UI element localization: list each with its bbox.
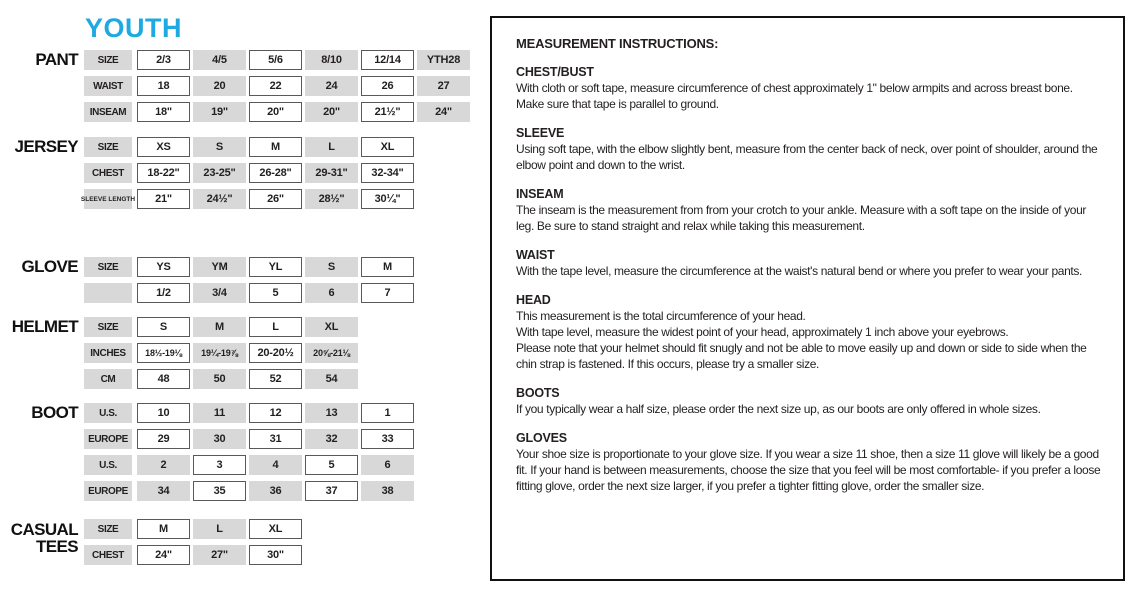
- size-cell: 6: [361, 455, 414, 475]
- instruction-heading: HEAD: [516, 293, 551, 307]
- size-cell: 31: [249, 429, 302, 449]
- size-cell: 11: [193, 403, 246, 423]
- size-cell: 8/10: [305, 50, 358, 70]
- chart-row: [84, 481, 417, 501]
- instruction-text: Make sure that tape is parallel to ground.: [516, 97, 719, 111]
- size-cell: 24": [417, 102, 470, 122]
- row-label: [84, 283, 132, 303]
- size-cell: 21": [137, 189, 190, 209]
- size-cell: 5: [249, 283, 302, 303]
- instruction-heading: SLEEVE: [516, 126, 565, 140]
- section-helmet: [0, 317, 361, 395]
- size-cell: S: [305, 257, 358, 277]
- size-cell: 12: [249, 403, 302, 423]
- size-cell: 5: [305, 455, 358, 475]
- size-cell: 20⅝-21⅛: [305, 343, 358, 363]
- size-cell: 22: [249, 76, 302, 96]
- size-cell: 20": [305, 102, 358, 122]
- section-jersey: [0, 137, 417, 215]
- instructions-list: [516, 64, 1101, 494]
- section-glove: [0, 257, 417, 309]
- size-cell: 18-22": [137, 163, 190, 183]
- size-cell: XS: [137, 137, 190, 157]
- chart-row: [84, 429, 417, 449]
- size-cell: 23-25": [193, 163, 246, 183]
- instruction-text: The inseam is the measurement from from your crotch to your ankle. Measure with a soft tape on the inside of your leg. Be sure to stand straight and relax while taking this measurement.: [516, 203, 1087, 233]
- row-label: CHEST: [84, 545, 132, 565]
- instruction-heading: BOOTS: [516, 386, 560, 400]
- size-cell: 30": [249, 545, 302, 565]
- instruction-block: [516, 385, 1101, 417]
- size-cell: 7: [361, 283, 414, 303]
- measurement-instructions-panel: [490, 16, 1125, 581]
- chart-row: [84, 50, 473, 70]
- size-cell: YTH28: [417, 50, 470, 70]
- size-cell: XL: [305, 317, 358, 337]
- instruction-heading: WAIST: [516, 248, 555, 262]
- size-cell: YM: [193, 257, 246, 277]
- size-cell: 50: [193, 369, 246, 389]
- instruction-text: Please note that your helmet should fit snugly and not be able to move easily up and down or side to side when the chin strap is fastened. If this occurs, please try a smaller size.: [516, 341, 1087, 371]
- size-cell: 5/6: [249, 50, 302, 70]
- section-pant: [0, 50, 473, 128]
- chart-row: [84, 317, 361, 337]
- size-cell: 1: [361, 403, 414, 423]
- size-cell: 4: [249, 455, 302, 475]
- chart-row: [84, 455, 417, 475]
- instruction-block: [516, 186, 1101, 234]
- size-cell: 3: [193, 455, 246, 475]
- chart-row: [84, 545, 305, 565]
- size-cell: 18": [137, 102, 190, 122]
- chart-row: [84, 102, 473, 122]
- size-cell: 24½": [193, 189, 246, 209]
- size-cell: 4/5: [193, 50, 246, 70]
- size-cell: 48: [137, 369, 190, 389]
- size-cell: XL: [361, 137, 414, 157]
- size-cell: 3/4: [193, 283, 246, 303]
- size-cell: XL: [249, 519, 302, 539]
- row-label: INSEAM: [84, 102, 132, 122]
- chart-row: [84, 283, 417, 303]
- size-cell: 36: [249, 481, 302, 501]
- size-cell: 20: [193, 76, 246, 96]
- size-cell: M: [137, 519, 190, 539]
- size-cell: M: [193, 317, 246, 337]
- section-title-casual-tees: CASUAL TEES: [10, 520, 78, 556]
- chart-row: [84, 403, 417, 423]
- instruction-block: [516, 247, 1101, 279]
- size-cell: 34: [137, 481, 190, 501]
- size-cell: 21½": [361, 102, 414, 122]
- size-cell: 13: [305, 403, 358, 423]
- chart-row: [84, 519, 305, 539]
- size-cell: 24": [137, 545, 190, 565]
- size-cell: L: [249, 317, 302, 337]
- page-title: YOUTH: [85, 13, 182, 43]
- size-cell: L: [193, 519, 246, 539]
- size-cell: 37: [305, 481, 358, 501]
- size-cell: 29: [137, 429, 190, 449]
- chart-row: [84, 343, 361, 363]
- instruction-text: This measurement is the total circumference of your head.: [516, 309, 806, 323]
- row-label: SIZE: [84, 137, 132, 157]
- size-cell: 20": [249, 102, 302, 122]
- row-label: SIZE: [84, 257, 132, 277]
- size-cell: M: [361, 257, 414, 277]
- size-cell: 19¼-19⅞: [193, 343, 246, 363]
- size-cell: 10: [137, 403, 190, 423]
- size-cell: 30¼": [361, 189, 414, 209]
- instruction-text: With cloth or soft tape, measure circumference of chest approximately 1" below armpits and across breast bone.: [516, 81, 1073, 95]
- instruction-text: With the tape level, measure the circumference at the waist's natural bend or where you prefer to wear your pants.: [516, 264, 1083, 278]
- chart-row: [84, 137, 417, 157]
- instruction-heading: CHEST/BUST: [516, 65, 594, 79]
- size-cell: 19": [193, 102, 246, 122]
- instruction-text: With tape level, measure the widest point of your head, approximately 1 inch above your eyebrows.: [516, 325, 1009, 339]
- size-cell: 2: [137, 455, 190, 475]
- instruction-block: [516, 64, 1101, 112]
- size-cell: 18: [137, 76, 190, 96]
- size-cell: 12/14: [361, 50, 414, 70]
- size-cell: 29-31": [305, 163, 358, 183]
- size-cell: 1/2: [137, 283, 190, 303]
- instruction-text: Your shoe size is proportionate to your glove size. If you wear a size 11 shoe, then a size 11 glove will likely be a good fit. If your hand is between measurements, choose the size that you feel will be most comfortable- if you prefer a loose fitting glove, order the next size larger, if you prefer a tighter fitting glove, order the smaller size.: [516, 447, 1101, 493]
- row-label: SIZE: [84, 519, 132, 539]
- row-label: SLEEVE LENGTH: [84, 189, 132, 209]
- row-label: EUROPE: [84, 429, 132, 449]
- size-cell: 20-20½: [249, 343, 302, 363]
- size-cell: 18½-19⅛: [137, 343, 190, 363]
- row-label: U.S.: [84, 455, 132, 475]
- size-cell: 54: [305, 369, 358, 389]
- chart-row: [84, 163, 417, 183]
- size-cell: 32: [305, 429, 358, 449]
- chart-row: [80, 189, 417, 209]
- row-label: CM: [84, 369, 132, 389]
- instruction-block: [516, 430, 1101, 494]
- size-cell: 32-34": [361, 163, 414, 183]
- section-boot: [0, 403, 417, 507]
- size-cell: 33: [361, 429, 414, 449]
- size-cell: 26: [361, 76, 414, 96]
- row-label: U.S.: [84, 403, 132, 423]
- instruction-text: If you typically wear a half size, please order the next size up, as our boots are only offered in whole sizes.: [516, 402, 1041, 416]
- size-cell: 6: [305, 283, 358, 303]
- section-title-pant: PANT: [35, 50, 78, 69]
- chart-row: [84, 369, 361, 389]
- instructions-title: MEASUREMENT INSTRUCTIONS:: [516, 36, 719, 51]
- size-cell: 27": [193, 545, 246, 565]
- instruction-heading: GLOVES: [516, 431, 567, 445]
- size-cell: 26-28": [249, 163, 302, 183]
- size-cell: YL: [249, 257, 302, 277]
- size-cell: 27: [417, 76, 470, 96]
- size-cell: YS: [137, 257, 190, 277]
- row-label: INCHES: [84, 343, 132, 363]
- size-cell: S: [137, 317, 190, 337]
- section-title-jersey: JERSEY: [14, 137, 78, 156]
- section-title-glove: GLOVE: [21, 257, 78, 276]
- size-cell: M: [249, 137, 302, 157]
- size-cell: L: [305, 137, 358, 157]
- size-cell: 26": [249, 189, 302, 209]
- size-cell: 2/3: [137, 50, 190, 70]
- row-label: EUROPE: [84, 481, 132, 501]
- size-cell: 24: [305, 76, 358, 96]
- size-cell: 35: [193, 481, 246, 501]
- row-label: SIZE: [84, 50, 132, 70]
- row-label: WAIST: [84, 76, 132, 96]
- chart-row: [84, 257, 417, 277]
- row-label: SIZE: [84, 317, 132, 337]
- section-title-helmet: HELMET: [11, 317, 78, 336]
- row-label: CHEST: [84, 163, 132, 183]
- size-cell: 28½": [305, 189, 358, 209]
- size-cell: S: [193, 137, 246, 157]
- instruction-block: [516, 125, 1101, 173]
- size-cell: 38: [361, 481, 414, 501]
- size-cell: 30: [193, 429, 246, 449]
- chart-row: [84, 76, 473, 96]
- section-casual-tees: [0, 519, 305, 571]
- instruction-text: Using soft tape, with the elbow slightly bent, measure from the center back of neck, over point of shoulder, around the elbow point and down to the wrist.: [516, 142, 1098, 172]
- size-cell: 52: [249, 369, 302, 389]
- instruction-heading: INSEAM: [516, 187, 564, 201]
- instruction-block: [516, 292, 1101, 372]
- section-title-boot: BOOT: [31, 403, 78, 422]
